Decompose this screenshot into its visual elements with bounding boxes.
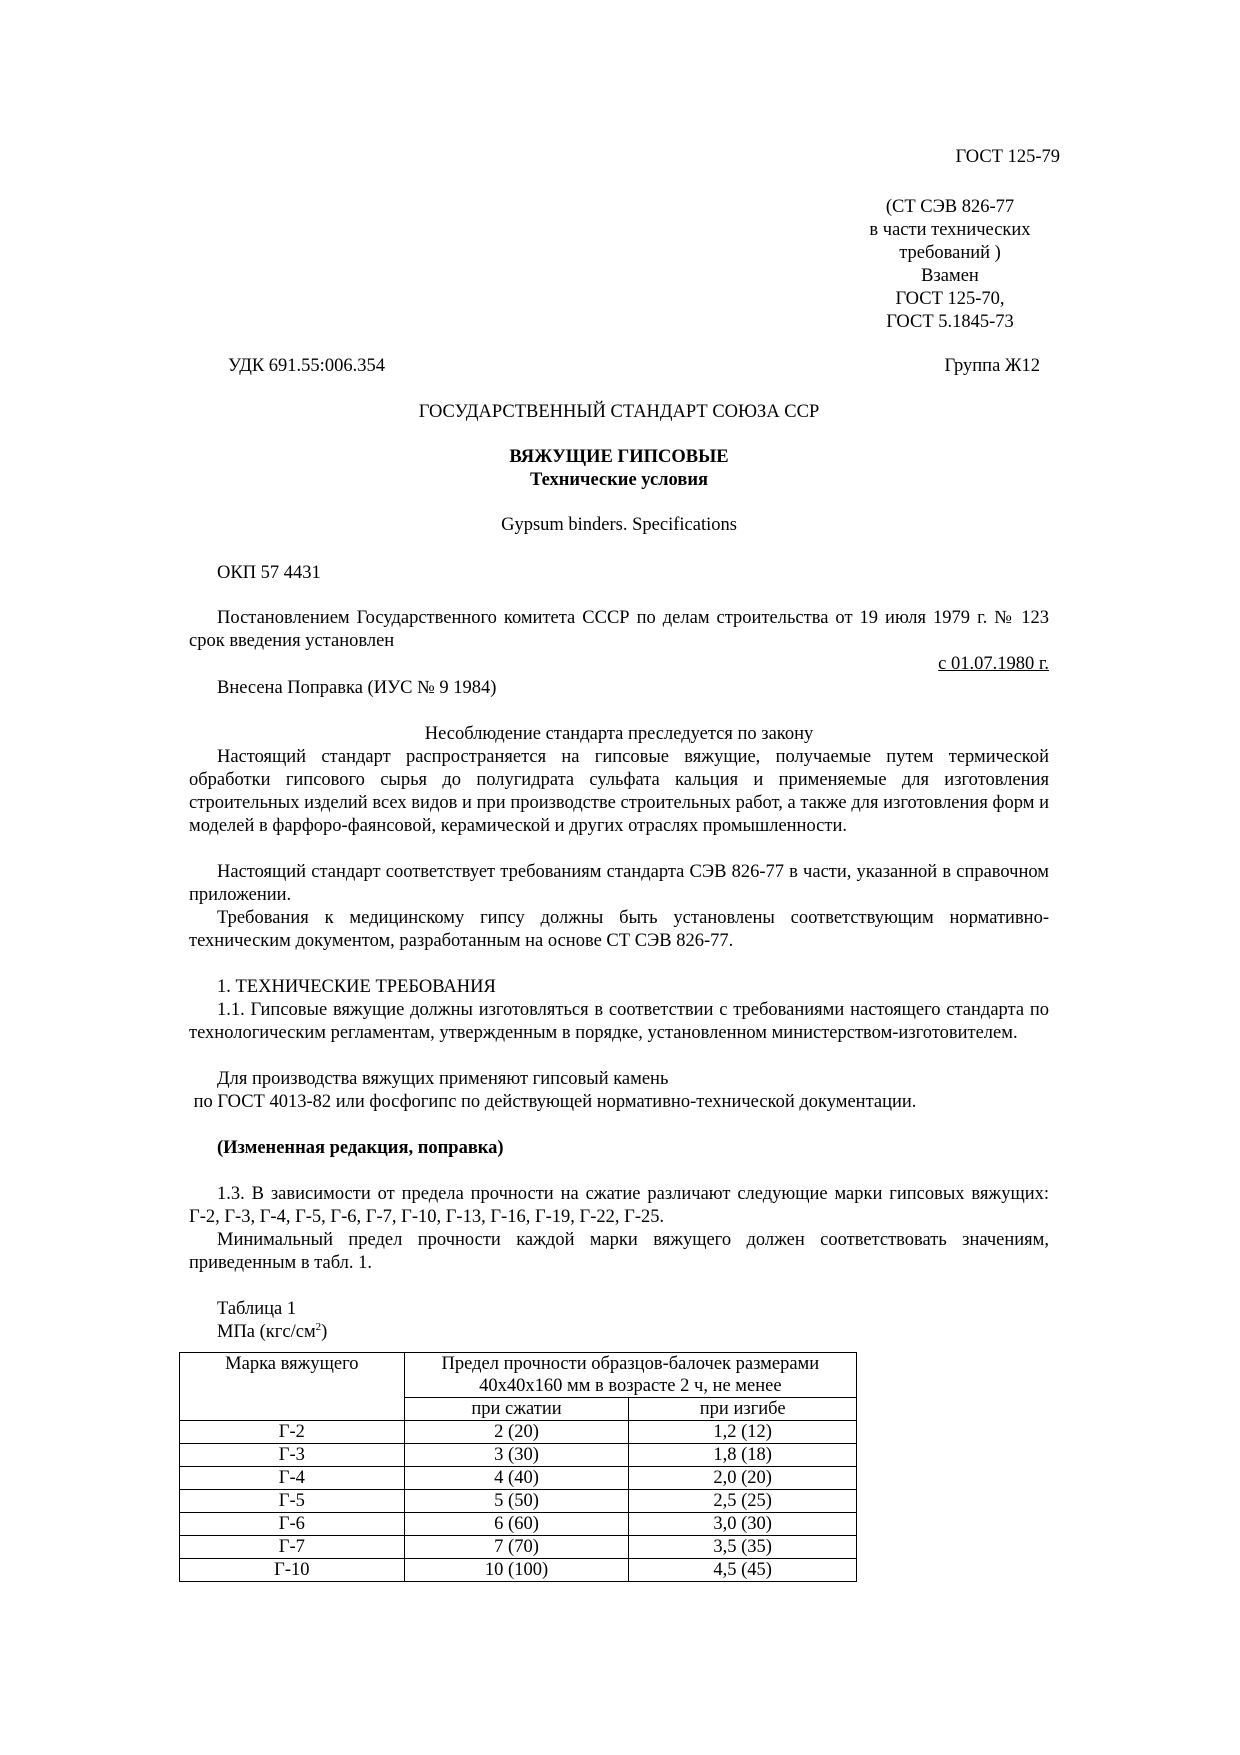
table-row: Г-2 2 (20) 1,2 (12) bbox=[180, 1421, 857, 1444]
clause-1-3: 1.3. В зависимости от предела прочности на сжатие различают следующие марки гипсовых вяжущих: Г-2, Г-3, Г-4, Г-5, Г-6, Г-7, Г-10, Г-13, Г-16, Г-19, Г-22, Г-25. bbox=[189, 1184, 1049, 1227]
scope-paragraph: Настоящий стандарт распространяется на гипсовые вяжущие, получаемые путем термической обработки гипсового сырья до полугидрата сульфата кальция и применяемые для изготовления строительных изделий всех видов и при производстве строительных работ, а также для изготовления форм и моделей в фарфоро-фаянсовой, керамической и других отраслях промышленности. bbox=[189, 747, 1049, 836]
table-row: Г-10 10 (100) 4,5 (45) bbox=[180, 1559, 857, 1582]
sev-compliance-paragraph: Настоящий стандарт соответствует требованиям стандарта СЭВ 826-77 в части, указанной в справочном приложении. bbox=[189, 862, 1049, 905]
law-notice: Несоблюдение стандарта преследуется по закону bbox=[424, 724, 814, 744]
udk-code: УДК 691.55:006.354 bbox=[228, 356, 385, 376]
document-subtitle: Технические условия bbox=[530, 470, 708, 490]
okp-code: ОКП 57 4431 bbox=[217, 563, 321, 583]
state-standard-heading: ГОСУДАРСТВЕННЫЙ СТАНДАРТ СОЮЗА ССР bbox=[418, 402, 820, 422]
decree-paragraph: Постановлением Государственного комитета СССР по делам строительства от 19 июля 1979 г. № 123 срок введения установлен bbox=[189, 608, 1049, 651]
header-compression: при сжатии bbox=[404, 1398, 629, 1421]
replaces-line: ГОСТ 125-70, bbox=[895, 289, 1005, 309]
replaces-line: ГОСТ 5.1845-73 bbox=[886, 312, 1014, 332]
english-title: Gypsum binders. Specifications bbox=[501, 515, 737, 535]
effective-date: с 01.07.1980 г. bbox=[938, 654, 1049, 674]
header-strength: Предел прочности образцов-балочек размерами 40х40х160 мм в возрасте 2 ч, не менее bbox=[404, 1353, 856, 1398]
table-row: Г-6 6 (60) 3,0 (30) bbox=[180, 1513, 857, 1536]
table-row: Г-7 7 (70) 3,5 (35) bbox=[180, 1536, 857, 1559]
table-caption: Таблица 1 bbox=[217, 1299, 297, 1319]
gost-number: ГОСТ 125-79 bbox=[955, 147, 1060, 167]
revision-note: (Измененная редакция, поправка) bbox=[217, 1138, 504, 1158]
medical-gypsum-paragraph: Требования к медицинскому гипсу должны быть установлены соответствующим нормативно-техническим документом, разработанным на основе СТ СЭВ 826-77. bbox=[189, 908, 1049, 951]
sev-reference-block bbox=[860, 196, 1040, 334]
table-header-row bbox=[180, 1353, 857, 1398]
sev-line: в части технических bbox=[869, 220, 1031, 240]
amendment-note: Внесена Поправка (ИУС № 9 1984) bbox=[217, 678, 497, 698]
section-heading: 1. ТЕХНИЧЕСКИЕ ТРЕБОВАНИЯ bbox=[217, 977, 496, 997]
table-row: Г-5 5 (50) 2,5 (25) bbox=[180, 1490, 857, 1513]
table-row: Г-3 3 (30) 1,8 (18) bbox=[180, 1444, 857, 1467]
raw-materials-line-2: по ГОСТ 4013-82 или фосфогипс по действующей нормативно-технической документации. bbox=[189, 1092, 917, 1112]
strength-table bbox=[179, 1352, 857, 1582]
raw-materials-line-1: Для производства вяжущих применяют гипсовый камень bbox=[217, 1069, 669, 1089]
group-code: Группа Ж12 bbox=[944, 356, 1040, 376]
replaces-line: Взамен bbox=[921, 266, 979, 286]
sev-line: требований ) bbox=[899, 243, 1001, 263]
document-title: ВЯЖУЩИЕ ГИПСОВЫЕ bbox=[509, 447, 729, 467]
header-bending: при изгибе bbox=[629, 1398, 857, 1421]
table-units: МПа $(кгс/см^2)$ bbox=[217, 1320, 328, 1342]
table-row: Г-4 4 (40) 2,0 (20) bbox=[180, 1467, 857, 1490]
header-grade: Марка вяжущего bbox=[180, 1353, 405, 1421]
sev-line: (СТ СЭВ 826-77 bbox=[885, 197, 1015, 217]
minimum-strength-paragraph: Минимальный предел прочности каждой марки вяжущего должен соответствовать значениям, приведенным в табл. 1. bbox=[189, 1230, 1049, 1273]
clause-1-1: 1.1. Гипсовые вяжущие должны изготовляться в соответствии с требованиями настоящего стандарта по технологическим регламентам, утвержденным в порядке, установленном министерством-изготовителем. bbox=[189, 1000, 1049, 1043]
